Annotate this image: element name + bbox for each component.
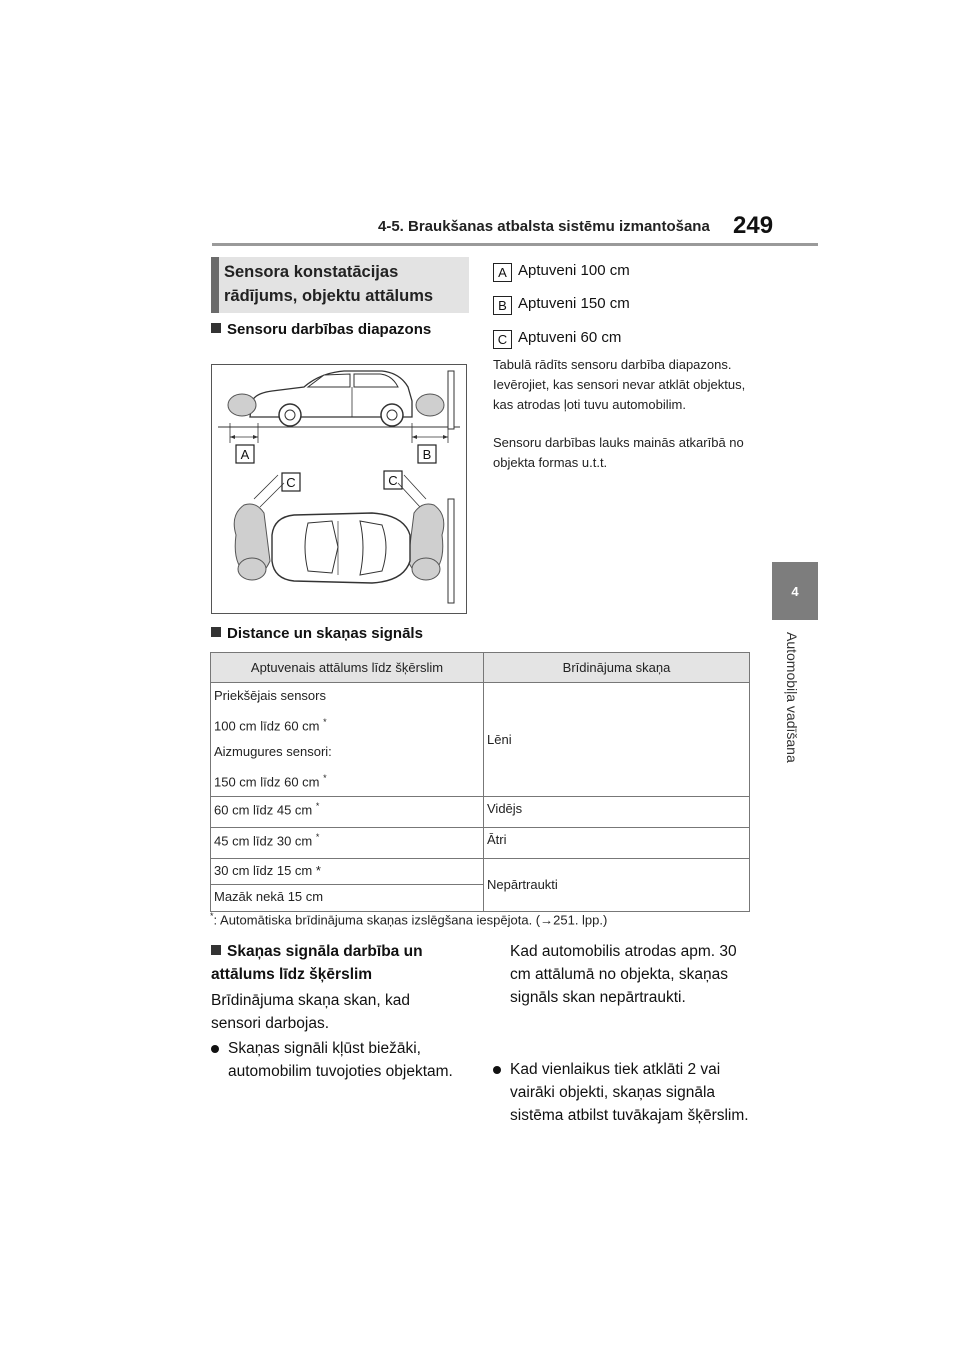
chapter-tab-number: 4: [791, 584, 799, 599]
diagram-label-a: A: [240, 447, 250, 462]
sound-intro: Brīdinājuma skaņa skan, kad sensori darbojas.: [211, 992, 411, 1032]
sound-bullet-2: Kad vienlaikus tiek atklāti 2 vai vairāki objekti, skaņas signāla sistēma atbilst tuvākajam šķērslim.: [493, 1058, 765, 1127]
footnote-mark: *: [210, 911, 214, 921]
cell-line: [214, 769, 480, 791]
cell-line: Priekšējais sensors: [214, 688, 326, 703]
table-cell-distance: [211, 796, 484, 827]
diagram-label-c-right: C: [388, 473, 398, 488]
legend-letter-a: A: [493, 263, 512, 282]
table-row: [211, 858, 750, 884]
asterisk-mark: *: [315, 831, 320, 842]
legend-letter-b: B: [493, 296, 512, 315]
table-row: [211, 827, 750, 858]
chapter-tab-label: Automobiļa vadīšana: [784, 632, 800, 763]
table-row: [211, 683, 750, 797]
table-cell-distance: [211, 827, 484, 858]
page-number: 249: [733, 212, 774, 239]
legend-text-b: Aptuveni 150 cm: [518, 295, 630, 312]
table-cell-distance: 30 cm līdz 15 cm *: [211, 858, 484, 884]
chapter-header: 4-5. Braukšanas atbalsta sistēmu izmantošana: [378, 218, 710, 235]
cell-line-text: 150 cm līdz 60 cm: [214, 774, 320, 790]
table-cell-sound: Vidējs: [484, 796, 750, 827]
table-row: [211, 796, 750, 827]
table-header-row: [211, 653, 750, 683]
sound-heading: [211, 940, 461, 986]
note-paragraph-1: Tabulā rādīts sensoru darbība diapazons. Ievērojiet, kas sensori nevar atklāt objektus, kas atrodas ļoti tuvu automobilim.: [493, 357, 746, 412]
square-bullet-icon: [211, 945, 221, 955]
diagram-label-c-left: C: [286, 475, 296, 490]
distance-table: [210, 652, 750, 912]
section-title: Sensora konstatācijas rādījums, objektu attālums: [224, 263, 434, 305]
distance-heading: [211, 625, 423, 642]
legend-item-a: [493, 262, 630, 282]
distance-heading-text: Distance un skaņas signāls: [227, 625, 423, 642]
cell-text: 45 cm līdz 30 cm: [214, 832, 313, 848]
sensor-range-diagram: [211, 364, 467, 614]
legend-letter-c: C: [493, 330, 512, 349]
range-heading: [211, 321, 431, 338]
asterisk-mark: *: [323, 717, 327, 727]
table-cell-distance: Mazāk nekā 15 cm: [211, 884, 484, 911]
note-paragraph-2: Sensoru darbības lauks mainās atkarībā no objekta formas u.t.t.: [493, 435, 744, 470]
legend-text-c: Aptuveni 60 cm: [518, 329, 622, 346]
table-footnote: [210, 911, 607, 927]
table-header-sound: Brīdinājuma skaņa: [484, 653, 750, 683]
cell-line-text: 100 cm līdz 60 cm: [214, 718, 320, 734]
cell-text: 60 cm līdz 45 cm: [214, 801, 313, 817]
cell-line: [214, 713, 480, 735]
header-divider: [212, 243, 818, 246]
table-cell-sound: Nepārtraukti: [484, 858, 750, 911]
sound-bullet-1: Skaņas signāli kļūst biežāki, automobilim tuvojoties objektam.: [211, 1037, 488, 1083]
table-header-distance: Aptuvenais attālums līdz šķērslim: [211, 653, 484, 683]
legend-item-c: [493, 329, 621, 349]
sound-bullet-1-continuation: Kad automobilis atrodas apm. 30 cm attālumā no objekta, skaņas signāls skan nepārtraukti.: [510, 943, 737, 1006]
footnote-text: : Automātiska brīdinājuma skaņas izslēgšana iespējota. (→251. lpp.): [213, 912, 608, 928]
asterisk-mark: *: [323, 773, 327, 784]
table-cell-distance: [211, 683, 484, 797]
table-cell-sound: Ātri: [484, 827, 750, 858]
table-cell-sound: Lēni: [484, 683, 750, 797]
cell-line: Aizmugures sensori:: [214, 744, 332, 760]
diagram-label-b: B: [422, 447, 432, 462]
legend-text-a: Aptuveni 100 cm: [518, 262, 630, 279]
range-heading-text: Sensoru darbības diapazons: [227, 321, 432, 338]
square-bullet-icon: [211, 323, 221, 333]
square-bullet-icon: [211, 627, 221, 637]
asterisk-mark: *: [315, 800, 320, 811]
sensor-diagram-svg: [212, 365, 466, 613]
legend-item-b: [493, 295, 630, 315]
sound-heading-text: Skaņas signāla darbība un attālums līdz šķērslim: [211, 943, 423, 983]
